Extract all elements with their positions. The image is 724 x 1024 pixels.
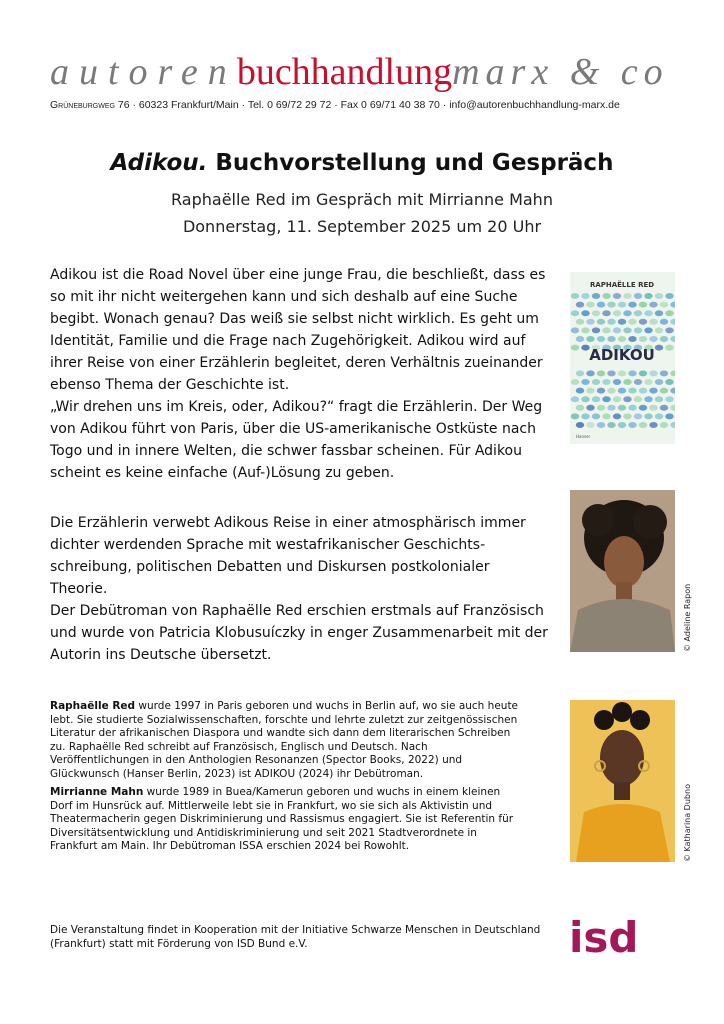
bio-name: Raphaëlle Red [50,700,136,712]
cover-pattern-scale [634,413,642,419]
cover-pattern-scale [649,422,657,428]
portrait-illustration [570,700,675,862]
cover-pattern-scale [655,327,663,333]
cover-pattern-scale [581,310,589,316]
cover-pattern-scale [665,396,673,402]
cover-pattern-scale [655,310,663,316]
description-block-2 [50,512,550,666]
cover-author: RAPHAËLLE RED [589,281,655,289]
photo-credit: © Katharina Dubno [683,784,692,862]
cover-pattern-scale [586,388,594,394]
cover-pattern-scale [592,310,600,316]
event-title [0,150,724,176]
cover-pattern-scale [613,327,621,333]
cover-pattern-scale [660,319,668,325]
cover-pattern-scale [639,405,647,411]
cover-pattern-scale [660,422,668,428]
cover-pattern-scale [644,379,652,385]
cover-pattern-scale [571,293,579,299]
cover-pattern-scale [581,413,589,419]
cover-pattern-scale [592,327,600,333]
cover-pattern-scale [649,405,657,411]
cover-pattern-scale [613,396,621,402]
cover-pattern-scale [665,345,673,351]
cover-pattern-scale [660,388,668,394]
logo-part-marx: marx & co [452,51,669,93]
cover-pattern-scale [665,413,673,419]
logo-part-buchhandlung: buchhandlung [236,51,453,93]
cover-pattern-scale [613,379,621,385]
logo-part-autoren: autoren [50,51,237,93]
cover-pattern-scale [623,379,631,385]
cover-pattern-scale [660,370,668,376]
cover-pattern-scale [628,302,636,308]
cover-pattern-scale [639,336,647,342]
cover-pattern-scale [623,413,631,419]
cover-pattern-scale [649,370,657,376]
cover-pattern-scale [607,336,615,342]
cover-pattern-scale [581,327,589,333]
header [50,50,680,111]
author-photo-mahn [570,700,675,862]
cover-pattern-scale [571,327,579,333]
cover-pattern-scale [644,310,652,316]
cover-pattern-scale [592,379,600,385]
cover-pattern-scale [607,302,615,308]
cover-pattern-scale [649,388,657,394]
street-name: Grüneburgweg [50,99,115,111]
cover-pattern-scale [623,293,631,299]
description-paragraph: „Wir drehen uns im Kreis, oder, Adikou?“ fragt die Erzählerin. Der Weg von Adikou führt von Paris, über die US-amerikanische Ostküste nach Togo und in innere Welten, die schwer fassbar scheinen. Für Adikou scheint es keine einfache (Auf-)Lösung zu geben. [50,399,543,481]
cover-pattern-scale [618,370,626,376]
cover-pattern-scale [602,379,610,385]
cover-pattern-scale [655,413,663,419]
cover-pattern-scale [623,327,631,333]
cover-pattern-scale [597,319,605,325]
cover-pattern-scale [649,336,657,342]
cover-pattern-scale [602,293,610,299]
isd-logo-text: isd [569,913,639,960]
cover-pattern-scale [628,370,636,376]
cover-pattern-scale [592,293,600,299]
cover-pattern-scale [639,422,647,428]
cover-pattern-scale [602,413,610,419]
cover-pattern-scale [634,396,642,402]
cover-pattern-scale [571,413,579,419]
cover-pattern-scale [644,396,652,402]
cover-pattern-scale [607,370,615,376]
cover-pattern-scale [592,413,600,419]
cover-pattern-scale [613,293,621,299]
cover-publisher: Hanser [576,434,591,439]
cover-pattern-scale [655,379,663,385]
cover-pattern-scale [618,388,626,394]
cover-pattern-scale [628,319,636,325]
author-photo-red [570,490,675,652]
cover-pattern-scale [571,310,579,316]
cover-pattern-scale [639,388,647,394]
cover-pattern-scale [634,327,642,333]
bio-mahn [50,786,520,854]
book-cover-art [570,272,675,444]
event-title-rest: Buchvorstellung und Gespräch [207,150,614,176]
cover-pattern-scale [607,319,615,325]
cover-pattern-scale [576,370,584,376]
store-address [50,99,680,111]
cover-pattern-scale [628,388,636,394]
cover-pattern-scale [607,388,615,394]
photo-credit: © Adeline Rapon [683,583,692,652]
cover-pattern-scale [586,370,594,376]
cover-pattern-scale [634,310,642,316]
cover-pattern-scale [607,405,615,411]
cover-pattern-scale [618,319,626,325]
cover-pattern-scale [639,319,647,325]
cover-pattern-scale [618,336,626,342]
bio-name: Mirrianne Mahn [50,786,144,798]
cover-pattern-scale [665,379,673,385]
cover-pattern-scale [586,422,594,428]
cooperation-note: Die Veranstaltung findet in Kooperation mit der Initiative Schwarze Menschen in Deutschland (Frankfurt) statt mit Förderung von ISD Bund e.V. [50,924,541,950]
cover-pattern-scale [655,293,663,299]
cover-pattern-scale [628,405,636,411]
cover-pattern-scale [644,293,652,299]
event-subtitle: Raphaëlle Red im Gespräch mit Mirrianne Mahn [171,190,553,209]
cover-pattern-scale [644,413,652,419]
portrait-illustration [570,490,675,652]
isd-logo [569,912,639,960]
cover-pattern-scale [618,422,626,428]
cover-pattern-scale [665,310,673,316]
cover-pattern-scale [597,302,605,308]
cover-pattern-scale [581,379,589,385]
cover-pattern-scale [571,379,579,385]
description-block-1 [50,264,550,484]
cover-pattern-scale [655,396,663,402]
cover-pattern-scale [623,310,631,316]
cover-pattern-scale [618,405,626,411]
cover-pattern-scale [607,422,615,428]
cover-pattern-scale [592,396,600,402]
cover-pattern-scale [655,345,663,351]
store-logo [50,50,680,94]
cover-pattern-scale [618,302,626,308]
cover-pattern-scale [628,422,636,428]
cover-title: ADIKOU [589,346,655,364]
cover-pattern-scale [576,405,584,411]
cover-pattern-scale [576,422,584,428]
event-heading [0,150,724,236]
cover-pattern-scale [576,319,584,325]
cover-pattern-scale [660,336,668,342]
bio-red [50,700,520,781]
cover-pattern-scale [639,302,647,308]
cover-pattern-scale [628,336,636,342]
book-cover [570,272,675,444]
cover-pattern-scale [586,319,594,325]
cover-pattern-scale [586,302,594,308]
cover-pattern-scale [665,293,673,299]
bio-text: wurde 1989 in Buea/Kamerun geboren und wuchs in einem kleinen Dorf im Hunsrück auf. Mittlerweile lebt sie in Frankfurt, wo sie sich als Aktivistin und Theatermacherin gegen Diskriminierung und Rassismus engagiert. Sie ist Referentin für Diversitätsentwicklung und Antidiskriminierung und seit 2021 Stadtverordnete in Frankfurt am Main. Ihr Debütroman ISSA erschien 2024 bei Rowohlt. [50,786,514,852]
cover-pattern-scale [660,405,668,411]
cover-pattern-scale [649,319,657,325]
address-details: 76 · 60323 Frankfurt/Main · Tel. 0 69/72 29 72 · Fax 0 69/71 40 38 70 · info@autorenbuchhandlung-marx.de [114,99,620,111]
cover-pattern-scale [644,327,652,333]
bio-text: wurde 1997 in Paris geboren und wuchs in Berlin auf, wo sie auch heute lebt. Sie studierte Sozialwissenschaften, forschte und lehrte zuletzt zur zeitgenössischen Literatur der afrikanischen Diaspora und wandte sich dann dem literarischen Schreiben zu. Raphaëlle Red schreibt auf Französisch, Englisch und Deutsch. Nach Veröffentlichungen in den Anthologien Resonanzen (Spector Books, 2022) und Glückwunsch (Hanser Berlin, 2023) ist ADIKOU (2024) ihr Debütroman. [50,700,519,780]
author-bios [50,700,520,859]
cover-pattern-scale [649,302,657,308]
cover-pattern-scale [597,388,605,394]
cover-pattern-scale [602,310,610,316]
cover-pattern-scale [597,422,605,428]
cover-pattern-scale [597,370,605,376]
cover-pattern-scale [634,379,642,385]
cover-pattern-scale [660,302,668,308]
cover-pattern-scale [576,336,584,342]
event-title-book: Adikou. [110,150,208,176]
cover-pattern-scale [613,310,621,316]
cover-pattern-scale [597,336,605,342]
description-paragraph: Der Debütroman von Raphaëlle Red erschien erstmals auf Französisch und wurde von Patricia Klobusuíczky in enger Zusammenarbeit mit der Autorin ins Deutsche übersetzt. [50,603,548,663]
cover-pattern-scale [581,396,589,402]
cover-pattern-scale [576,388,584,394]
cover-pattern-scale [571,345,579,351]
cover-pattern-scale [665,327,673,333]
cover-pattern-scale [597,405,605,411]
isd-logo-mark [569,912,639,960]
cover-pattern-scale [623,396,631,402]
cover-pattern-scale [602,327,610,333]
cover-pattern-scale [586,336,594,342]
cover-pattern-scale [581,293,589,299]
cover-pattern-scale [602,396,610,402]
cover-pattern-scale [639,370,647,376]
cover-pattern-scale [576,302,584,308]
description-paragraph: Adikou ist die Road Novel über eine junge Frau, die beschließt, dass es so mit ihr nicht weitergehen kann und sich deshalb auf eine Suche begibt. Wonach genau? Das weiß sie selbst nicht wirklich. Es geht um Identität, Familie und die Frage nach Zugehörigkeit. Adikou wird auf ihrer Reise von einer Erzählerin begleitet, deren Verhältnis zueinander ebenso Thema der Geschichte ist. [50,267,546,393]
cover-pattern-scale [613,413,621,419]
cover-pattern-scale [634,293,642,299]
cover-pattern-scale [571,396,579,402]
description-paragraph: Die Erzählerin verwebt Adikous Reise in einer atmosphärisch immer dichter werdenden Sprache mit westafrikanischer Geschichts-schreibung, politischen Debatten und Diskursen postkolonialer Theorie. [50,515,526,597]
cover-pattern-scale [586,405,594,411]
event-datetime: Donnerstag, 11. September 2025 um 20 Uhr [182,217,542,236]
